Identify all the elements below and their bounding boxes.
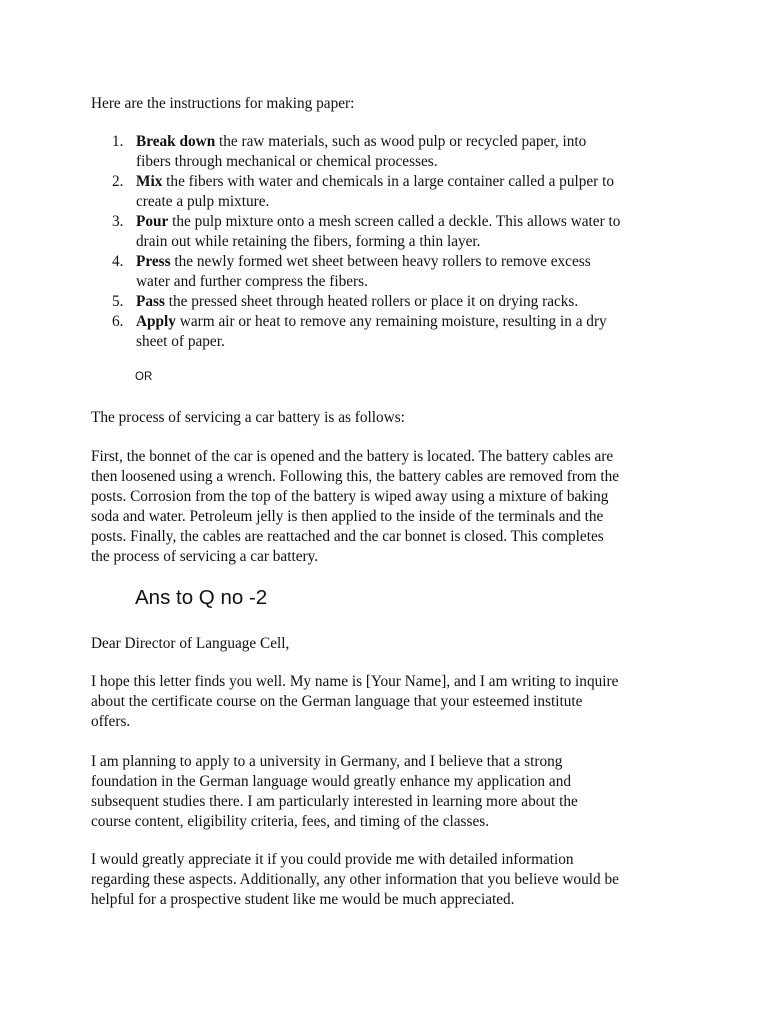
letter-paragraph-2 bbox=[91, 752, 691, 832]
step-number: 4. bbox=[112, 253, 124, 270]
paragraph-line: the process of servicing a car battery. bbox=[91, 548, 319, 565]
paragraph-line: First, the bonnet of the car is opened and the battery is located. The battery cables are bbox=[91, 448, 614, 465]
letter-paragraph-3 bbox=[91, 850, 691, 910]
step-text: the pulp mixture onto a mesh screen called a deckle. This allows water to bbox=[168, 213, 621, 230]
step-text: create a pulp mixture. bbox=[136, 193, 270, 210]
paragraph-line: course content, eligibility criteria, fees, and timing of the classes. bbox=[91, 813, 490, 830]
step-text: the pressed sheet through heated rollers or place it on drying racks. bbox=[164, 293, 579, 310]
letter-salutation: Dear Director of Language Cell, bbox=[91, 635, 290, 652]
step-text: fibers through mechanical or chemical processes. bbox=[136, 153, 438, 170]
step-text: the raw materials, such as wood pulp or recycled paper, into bbox=[215, 133, 587, 150]
paragraph-line: helpful for a prospective student like me would be much appreciated. bbox=[91, 891, 515, 908]
step-item bbox=[91, 172, 691, 212]
step-verb: Pour bbox=[136, 213, 169, 230]
step-number: 5. bbox=[112, 293, 124, 310]
step-number: 2. bbox=[112, 173, 124, 190]
paragraph-line: I would greatly appreciate it if you could provide me with detailed information bbox=[91, 851, 574, 868]
paragraph-line: I am planning to apply to a university in Germany, and I believe that a strong bbox=[91, 753, 563, 770]
paragraph-line: posts. Corrosion from the top of the battery is wiped away using a mixture of baking bbox=[91, 488, 609, 505]
answer-heading: Ans to Q no -2 bbox=[135, 586, 268, 609]
step-verb: Mix bbox=[136, 173, 163, 190]
step-verb: Apply bbox=[136, 313, 176, 330]
step-text: the newly formed wet sheet between heavy rollers to remove excess bbox=[170, 253, 591, 270]
paragraph-line: offers. bbox=[91, 713, 131, 730]
or-separator: OR bbox=[135, 371, 153, 383]
step-item bbox=[91, 212, 691, 252]
step-number: 3. bbox=[112, 213, 124, 230]
letter-paragraph-1 bbox=[91, 672, 691, 732]
paragraph-line: about the certificate course on the German language that your esteemed institute bbox=[91, 693, 583, 710]
step-verb: Break down bbox=[136, 133, 216, 150]
battery-title: The process of servicing a car battery is as follows: bbox=[91, 409, 405, 426]
step-verb: Pass bbox=[136, 293, 165, 310]
step-text: sheet of paper. bbox=[136, 333, 225, 350]
step-number: 6. bbox=[112, 313, 124, 330]
paragraph-line: subsequent studies there. I am particularly interested in learning more about the bbox=[91, 793, 578, 810]
paragraph-line: I hope this letter finds you well. My name is [Your Name], and I am writing to inquire bbox=[91, 673, 619, 690]
paragraph-line: regarding these aspects. Additionally, any other information that you believe would be bbox=[91, 871, 619, 888]
paragraph-line: then loosened using a wrench. Following this, the battery cables are removed from the bbox=[91, 468, 620, 485]
step-item bbox=[91, 132, 691, 172]
step-text: water and further compress the fibers. bbox=[136, 273, 368, 290]
intro-text: Here are the instructions for making paper: bbox=[91, 95, 355, 112]
paper-steps-list bbox=[91, 132, 691, 352]
step-item bbox=[91, 312, 691, 352]
battery-paragraph bbox=[91, 447, 691, 567]
step-number: 1. bbox=[112, 133, 124, 150]
step-text: drain out while retaining the fibers, forming a thin layer. bbox=[136, 233, 481, 250]
step-text: the fibers with water and chemicals in a large container called a pulper to bbox=[162, 173, 614, 190]
step-item bbox=[91, 252, 691, 292]
step-text: warm air or heat to remove any remaining moisture, resulting in a dry bbox=[175, 313, 607, 330]
paragraph-line: posts. Finally, the cables are reattached and the car bonnet is closed. This completes bbox=[91, 528, 604, 545]
paragraph-line: soda and water. Petroleum jelly is then applied to the inside of the terminals and the bbox=[91, 508, 604, 525]
step-verb: Press bbox=[136, 253, 171, 270]
step-item bbox=[91, 292, 691, 312]
paragraph-line: foundation in the German language would greatly enhance my application and bbox=[91, 773, 571, 790]
